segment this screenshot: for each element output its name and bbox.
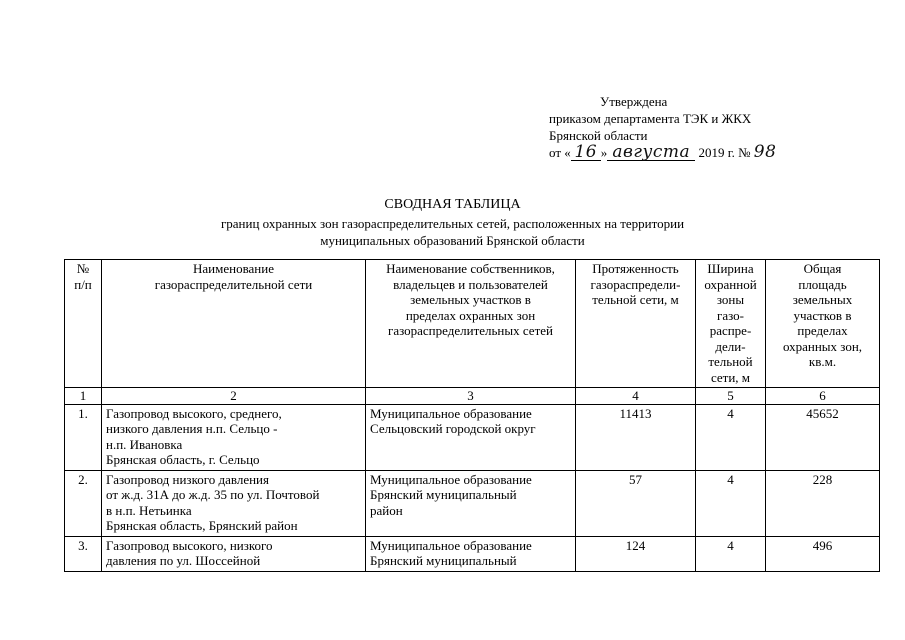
approval-line-3: Брянской области [549, 128, 648, 143]
header-length: Протяженность газораспредели- тельной сети, м [576, 260, 696, 388]
column-number: 5 [696, 388, 766, 405]
date-day: 16 [571, 145, 601, 161]
column-number: 4 [576, 388, 696, 405]
row-area: 228 [766, 470, 880, 536]
row-length: 124 [576, 536, 696, 571]
table-row [65, 470, 880, 536]
row-owner: Муниципальное образование Сельцовский городской округ [366, 404, 576, 470]
date-prefix: от « [549, 145, 571, 160]
row-network: Газопровод высокого, среднего, низкого давления н.п. Сельцо - н.п. Ивановка Брянская область, г. Сельцо [102, 404, 366, 470]
document-title: СВОДНАЯ ТАБЛИЦА [384, 197, 521, 212]
row-owner: Муниципальное образование Брянский муниципальный район [366, 470, 576, 536]
summary-table [64, 259, 880, 572]
row-width: 4 [696, 404, 766, 470]
column-number: 2 [102, 388, 366, 405]
date-mid: » [600, 145, 608, 160]
row-network: Газопровод низкого давления от ж.д. 31А до ж.д. 35 по ул. Почтовой в н.п. Нетьинка Брянская область, Брянский район [102, 470, 366, 536]
row-num: 3. [65, 536, 102, 571]
column-number-row [65, 388, 880, 405]
header-owner: Наименование собственников, владельцев и пользователей земельных участков в пределах охранных зон газораспределительных сетей [366, 260, 576, 388]
row-area: 45652 [766, 404, 880, 470]
date-month: августа [607, 145, 695, 161]
column-number: 1 [65, 388, 102, 405]
approval-line-1: Утверждена [600, 94, 668, 109]
document-subtitle-2: муниципальных образований Брянской области [320, 233, 585, 248]
row-length: 11413 [576, 404, 696, 470]
header-width: Ширина охранной зоны газо- распре- дели- тельной сети, м [696, 260, 766, 388]
row-length: 57 [576, 470, 696, 536]
column-number: 6 [766, 388, 880, 405]
table-header-row [65, 260, 880, 388]
order-number: 98 [753, 142, 777, 162]
row-width: 4 [696, 470, 766, 536]
date-year: 2019 г. № [698, 145, 751, 160]
row-num: 2. [65, 470, 102, 536]
document-subtitle-1: границ охранных зон газораспределительных сетей, расположенных на территории [220, 216, 685, 231]
column-number: 3 [366, 388, 576, 405]
row-num: 1. [65, 404, 102, 470]
approval-line-2: приказом департамента ТЭК и ЖКХ [549, 111, 752, 126]
table-row [65, 404, 880, 470]
table-row [65, 536, 880, 571]
row-network: Газопровод высокого, низкого давления по ул. Шоссейной [102, 536, 366, 571]
row-owner: Муниципальное образование Брянский муниципальный [366, 536, 576, 571]
header-area: Общая площадь земельных участков в пределах охранных зон, кв.м. [766, 260, 880, 388]
header-network: Наименование газораспределительной сети [102, 260, 366, 388]
row-area: 496 [766, 536, 880, 571]
header-num: № п/п [65, 260, 102, 388]
row-width: 4 [696, 536, 766, 571]
